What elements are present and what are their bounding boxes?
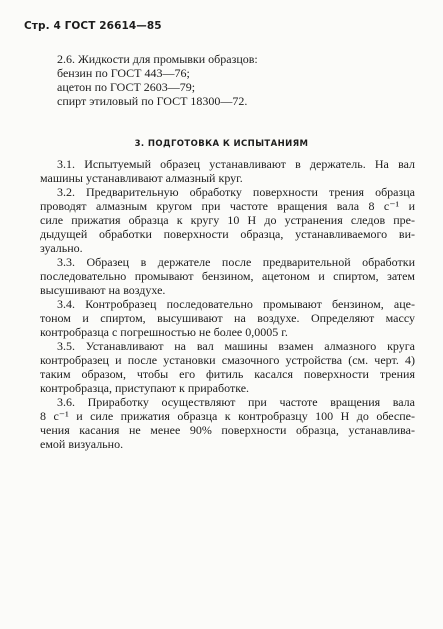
- text-line: 3.3. Образец в держателе после предварительной обработки: [57, 255, 415, 269]
- text-line: емой визуально.: [40, 437, 124, 451]
- text-line: спирт этиловый по ГОСТ 18300—72.: [57, 94, 248, 108]
- text-line: высушивают на воздухе.: [40, 283, 166, 297]
- section-3-heading: 3. ПОДГОТОВКА К ИСПЫТАНИЯМ: [134, 139, 309, 149]
- text-line: 8 с⁻¹ и силе прижатия образца к контробразцу 100 Н до обеспе-: [40, 409, 415, 423]
- text-line: 3.2. Предварительную обработку поверхности трения образца: [57, 185, 415, 199]
- paragraph-3-2: [40, 185, 415, 255]
- text-line: 3.4. Контробразец последовательно промывают бензином, аце-: [57, 297, 415, 311]
- text-line: дыдущей обработки поверхности образца, устанавливаемого ви-: [40, 227, 415, 241]
- text-line: таким образом, чтобы его фитиль касался поверхности трения: [40, 367, 415, 381]
- text-line: контробразец и после установки смазочного устройства (см. черт. 4): [40, 353, 415, 367]
- section-2-6: [40, 52, 415, 108]
- text-line: зуально.: [40, 241, 83, 255]
- text-line: чения касания не менее 90% поверхности образца, устанавлива-: [40, 423, 415, 437]
- paragraph-3-5: [40, 339, 415, 395]
- text-line: силе прижатия образца к кругу 10 Н до устранения следов пре-: [40, 213, 415, 227]
- text-line: машины устанавливают алмазный круг.: [40, 171, 243, 185]
- text-line: 3.5. Устанавливают на вал машины взамен алмазного круга: [57, 339, 415, 353]
- text-line: 3.1. Испытуемый образец устанавливают в держатель. На вал: [57, 157, 415, 171]
- text-line: бензин по ГОСТ 443—76;: [57, 66, 190, 80]
- text-line: контробразца, приступают к приработке.: [40, 381, 250, 395]
- paragraph-3-3: [40, 255, 415, 297]
- text-line: проводят алмазным кругом при частоте вращения вала 8 с⁻¹ и: [40, 199, 415, 213]
- text-line: последовательно промывают бензином, ацетоном и спиртом, затем: [40, 269, 415, 283]
- text-line: тоном и спиртом, высушивают на воздухе. Определяют массу: [40, 311, 415, 325]
- text-line: 2.6. Жидкости для промывки образцов:: [57, 52, 258, 66]
- paragraph-3-1: [40, 157, 415, 185]
- text-line: контробразца с погрешностью не более 0,0005 г.: [40, 325, 288, 339]
- text-line: ацетон по ГОСТ 2603—79;: [57, 80, 196, 94]
- text-line: 3.6. Приработку осуществляют при частоте вращения вала: [57, 395, 415, 409]
- paragraph-3-6: [40, 395, 415, 451]
- page-header: Стр. 4 ГОСТ 26614—85: [24, 20, 162, 32]
- paragraph-3-4: [40, 297, 415, 339]
